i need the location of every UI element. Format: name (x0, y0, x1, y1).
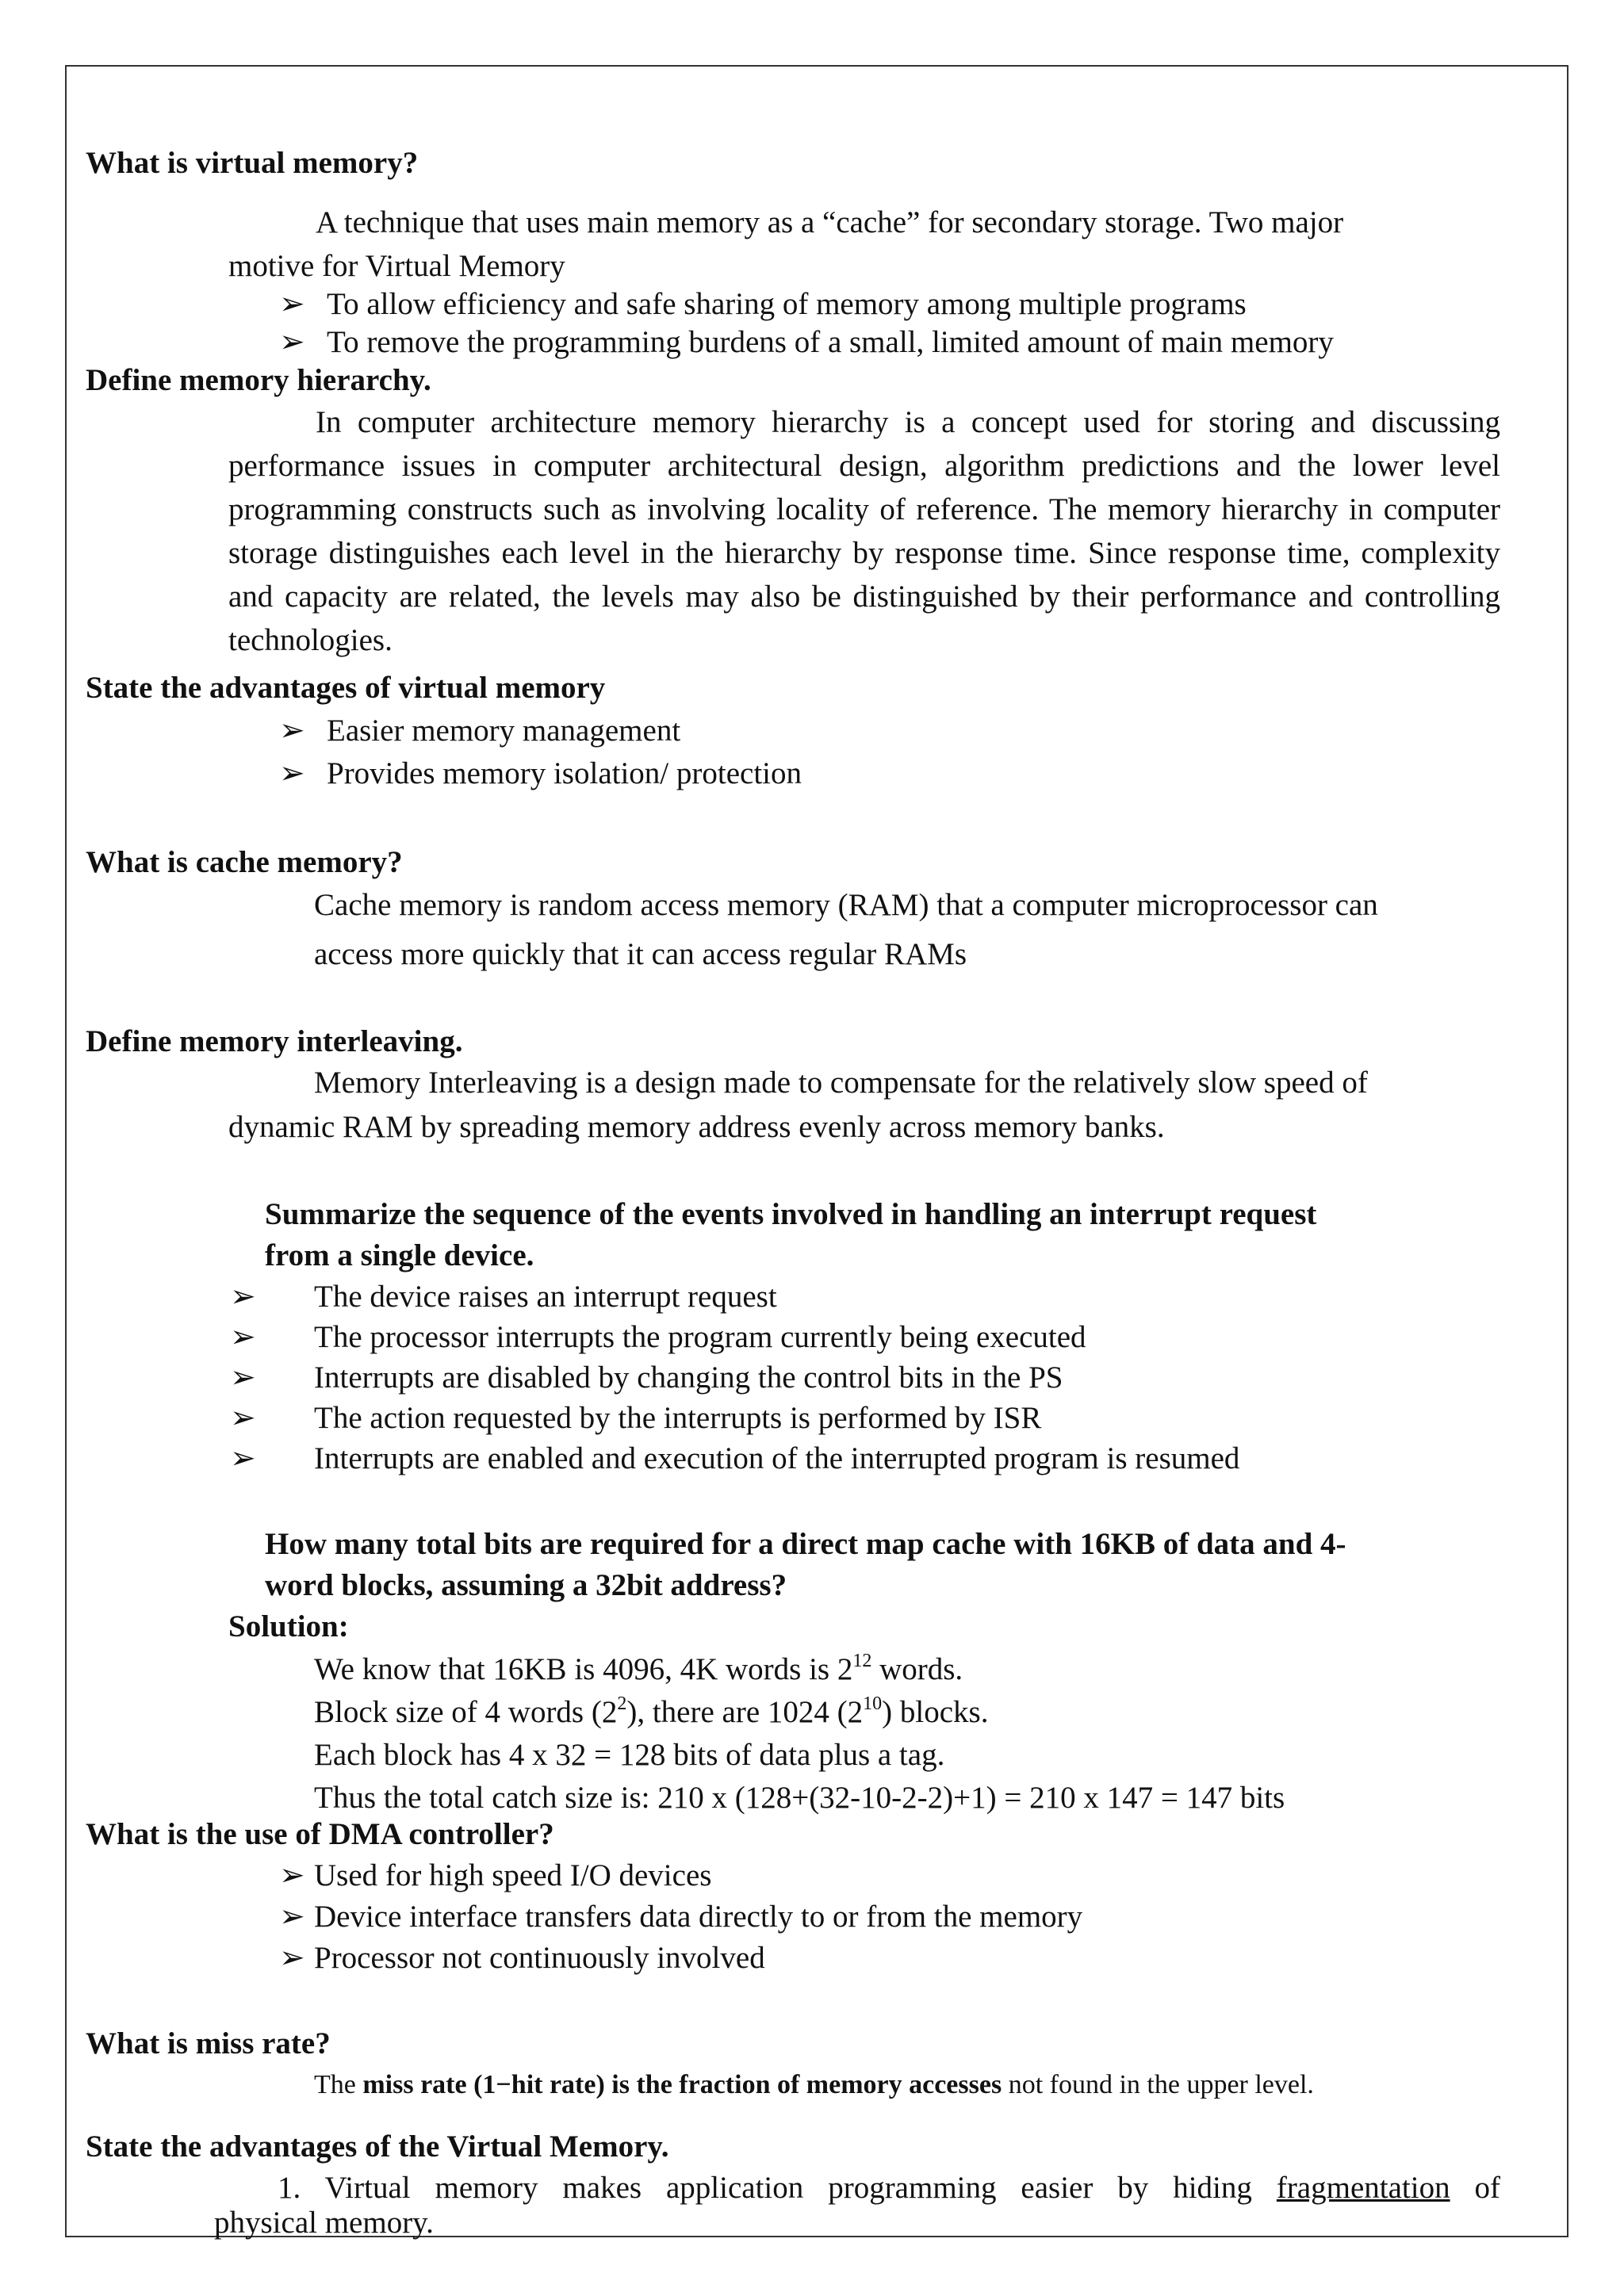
arrow-bullet-icon: ➢ (279, 756, 305, 790)
arrow-bullet-icon: ➢ (279, 325, 305, 359)
arrow-bullet-icon: ➢ (230, 1401, 256, 1435)
arrow-bullet-icon: ➢ (279, 714, 305, 748)
paragraph-vm-advantages-line2: physical memory. (214, 2206, 434, 2240)
paragraph-interleaving-line1: Memory Interleaving is a design made to compensate for the relatively slow speed of (314, 1066, 1368, 1100)
heading-cache-bits-line1: How many total bits are required for a direct map cache with 16KB of data and 4- (265, 1527, 1346, 1561)
solution-line-2: Block size of 4 words $(2^2)$, there are 1024 $(2^{10})$ blocks. (314, 1693, 989, 1729)
heading-memory-interleaving: Define memory interleaving. (86, 1024, 463, 1058)
heading-interrupt-line1: Summarize the sequence of the events involved in handling an interrupt request (265, 1197, 1317, 1231)
arrow-bullet-icon: ➢ (279, 1900, 305, 1934)
heading-virtual-memory: What is virtual memory? (86, 146, 419, 180)
heading-miss-rate: What is miss rate? (86, 2026, 331, 2061)
heading-interrupt-line2: from a single device. (265, 1238, 534, 1272)
heading-vm-advantages: State the advantages of virtual memory (86, 671, 606, 705)
paragraph-virtual-memory: A technique that uses main memory as a “cache” for secondary storage. Two major (316, 205, 1344, 239)
heading-memory-hierarchy: Define memory hierarchy. (86, 363, 431, 397)
solution-label: Solution: (228, 1609, 349, 1644)
fragmentation-link[interactable]: fragmentation (1276, 2171, 1450, 2205)
paragraph-interleaving-line2: dynamic RAM by spreading memory address evenly across memory banks. (228, 1110, 1165, 1144)
paragraph-cache-memory-line1: Cache memory is random access memory (RAM) that a computer microprocessor can (314, 888, 1378, 922)
heading-cache-memory: What is cache memory? (86, 845, 403, 879)
heading-dma: What is the use of DMA controller? (86, 1817, 554, 1851)
arrow-bullet-icon: ➢ (230, 1360, 256, 1395)
paragraph-vm-advantages-line1: 1. Virtual memory makes application programming easier by hiding fragmentation of (278, 2171, 1500, 2205)
arrow-bullet-icon: ➢ (230, 1280, 256, 1314)
paragraph-memory-hierarchy: In computer architecture memory hierarchy is a concept used for storing and discussing performance issues in computer architectural design, algorithm predictions and the lower level programming constructs such as involving locality of reference. The memory hierarchy in computer storage distinguishes each level in the hierarchy by response time. Since response time, complexity and capacity are related, the levels may also be distinguished by their performance and controlling technologies. (228, 405, 1500, 657)
solution-line-4: Thus the total catch size is: 210 x (128+(32-10-2-2)+1) = 210 x 147 = 147 bits (314, 1781, 1285, 1815)
solution-line-3: Each block has 4 x 32 = 128 bits of data plus a tag. (314, 1738, 945, 1772)
arrow-bullet-icon: ➢ (279, 1858, 305, 1892)
arrow-bullet-icon: ➢ (230, 1441, 256, 1475)
paragraph-cache-memory-line2: access more quickly that it can access regular RAMs (314, 937, 967, 971)
paragraph-miss-rate: The miss rate (1−hit rate) is the fraction of memory accesses not found in the upper level. (314, 2070, 1314, 2099)
arrow-bullet-icon: ➢ (230, 1320, 256, 1354)
heading-vm-advantages-2: State the advantages of the Virtual Memory. (86, 2130, 669, 2164)
solution-line-1: We know that 16KB is 4096, 4K words is $2^{12}$ words. (314, 1651, 963, 1686)
heading-cache-bits-line2: word blocks, assuming a 32bit address? (265, 1568, 787, 1602)
paragraph-virtual-memory-line2: motive for Virtual Memory (228, 249, 565, 283)
arrow-bullet-icon: ➢ (279, 287, 305, 321)
arrow-bullet-icon: ➢ (279, 1941, 305, 1975)
